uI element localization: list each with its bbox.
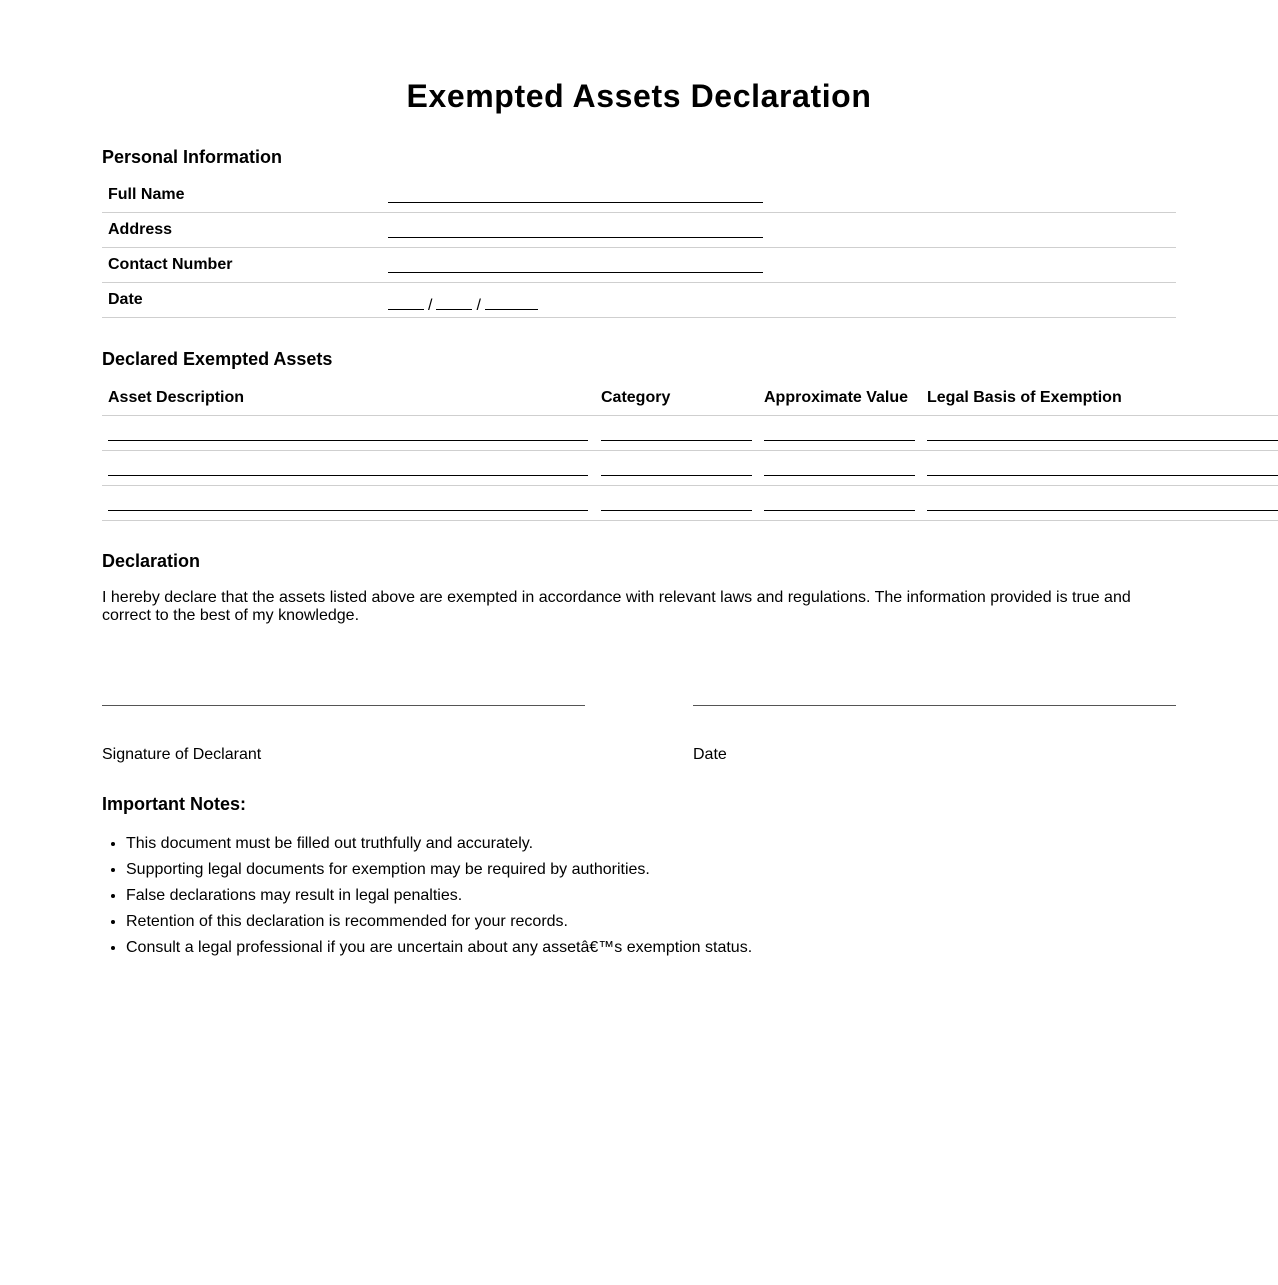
table-row	[102, 416, 1278, 451]
date-row	[102, 283, 1176, 318]
column-header-asset-description: Asset Description	[108, 389, 245, 406]
asset-description-field[interactable]	[108, 510, 588, 511]
list-item: • False declarations may result in legal penalties.	[126, 886, 752, 912]
list-item: • Consult a legal professional if you are uncertain about any assetâ€™s exemption status.	[126, 938, 752, 964]
column-header-legal-basis: Legal Basis of Exemption	[927, 389, 1122, 406]
date-label: Date	[108, 291, 143, 308]
table-row	[102, 486, 1278, 521]
signature-date-line[interactable]	[693, 705, 1176, 706]
table-row	[102, 451, 1278, 486]
signature-line[interactable]	[102, 705, 585, 706]
address-field[interactable]	[388, 237, 763, 238]
approximate-value-field[interactable]	[764, 510, 915, 511]
personal-info-heading: Personal Information	[102, 147, 283, 167]
signature-date-label: Date	[693, 746, 727, 763]
date-separator: /	[476, 297, 481, 314]
declaration-heading: Declaration	[102, 551, 201, 571]
list-item: • Retention of this declaration is recommended for your records.	[126, 912, 752, 938]
assets-heading: Declared Exempted Assets	[102, 349, 333, 369]
notes-list	[102, 834, 752, 964]
signature-label: Signature of Declarant	[102, 746, 262, 763]
legal-basis-field[interactable]	[927, 440, 1278, 441]
date-day-blank[interactable]	[388, 295, 424, 310]
full-name-row	[102, 178, 1176, 213]
contact-number-row	[102, 248, 1176, 283]
column-header-approximate-value: Approximate Value	[764, 389, 909, 406]
page-title: Exempted Assets Declaration	[406, 78, 872, 114]
category-field[interactable]	[601, 475, 752, 476]
assets-header-row	[102, 380, 1278, 416]
category-field[interactable]	[601, 440, 752, 441]
approximate-value-field[interactable]	[764, 475, 915, 476]
date-year-blank[interactable]	[485, 295, 538, 310]
approximate-value-field[interactable]	[764, 440, 915, 441]
asset-description-field[interactable]	[108, 475, 588, 476]
legal-basis-field[interactable]	[927, 475, 1278, 476]
declaration-text: I hereby declare that the assets listed above are exempted in accordance with relevant laws and regulations. The information provided is true and correct to the best of my knowledge.	[102, 589, 1131, 624]
contact-number-field[interactable]	[388, 272, 763, 273]
full-name-label: Full Name	[108, 186, 185, 203]
asset-description-field[interactable]	[108, 440, 588, 441]
assets-table	[102, 380, 1278, 521]
list-item: • Supporting legal documents for exemption may be required by authorities.	[126, 860, 752, 886]
contact-number-label: Contact Number	[108, 256, 233, 273]
notes-heading: Important Notes:	[102, 794, 246, 814]
date-separator: /	[428, 297, 433, 314]
personal-info-table	[102, 178, 1176, 318]
list-item: • This document must be filled out truthfully and accurately.	[126, 834, 752, 860]
address-label: Address	[108, 221, 173, 238]
date-field	[388, 295, 538, 315]
legal-basis-field[interactable]	[927, 510, 1278, 511]
address-row	[102, 213, 1176, 248]
column-header-category: Category	[601, 389, 671, 406]
full-name-field[interactable]	[388, 202, 763, 203]
category-field[interactable]	[601, 510, 752, 511]
date-month-blank[interactable]	[436, 295, 472, 310]
